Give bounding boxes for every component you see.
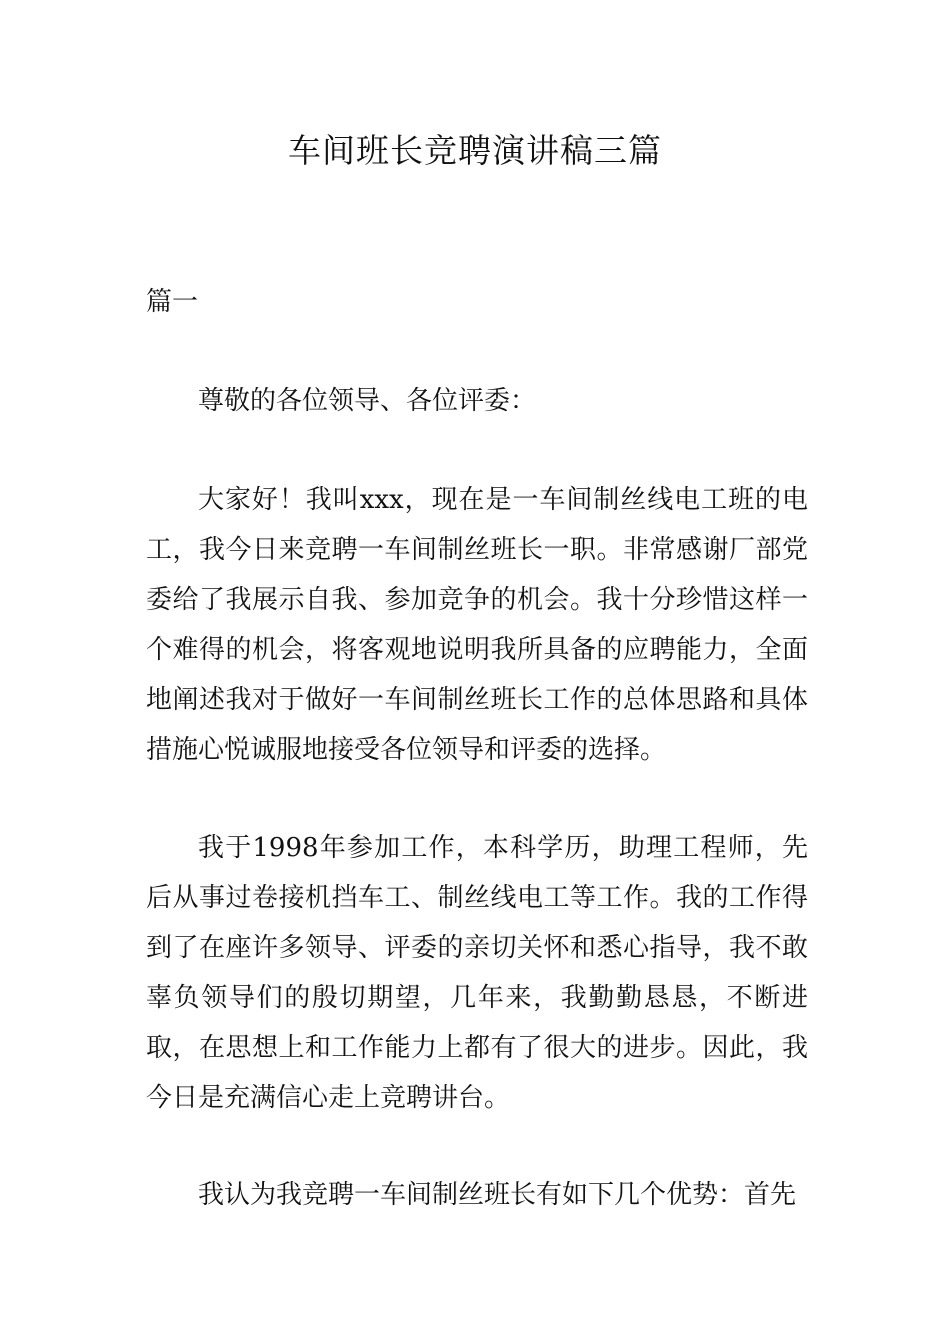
salutation-paragraph: 尊敬的各位领导、各位评委： xyxy=(198,386,537,416)
body-paragraph: 大家好！我叫xxx，现在是一车间制丝线电工班的电工，我今日来竞聘一车间制丝班长一职。非常感谢厂部党委给了我展示自我、参加竞争的机会。我十分珍惜这样一个难得的机会，将客观地说明我所具备的应聘能力，全面地阐述我对于做好一车间制丝班长工作的总体思路和具体措施心悦诚服地接受各位领导和评委的选择。 xyxy=(146,485,808,765)
document-title: 车间班长竞聘演讲稿三篇 xyxy=(288,131,662,170)
body-paragraph: 我于1998年参加工作，本科学历，助理工程师，先后从事过卷接机挡车工、制丝线电工等工作。我的工作得到了在座许多领导、评委的亲切关怀和悉心指导，我不敢辜负领导们的殷切期望，几年来，我勤勤恳恳，不断进取，在思想上和工作能力上都有了很大的进步。因此，我今日是充满信心走上竞聘讲台。 xyxy=(146,833,808,1113)
section-label: 篇一 xyxy=(146,287,199,317)
body-paragraph: 我认为我竞聘一车间制丝班长有如下几个优势：首先 xyxy=(198,1180,797,1210)
